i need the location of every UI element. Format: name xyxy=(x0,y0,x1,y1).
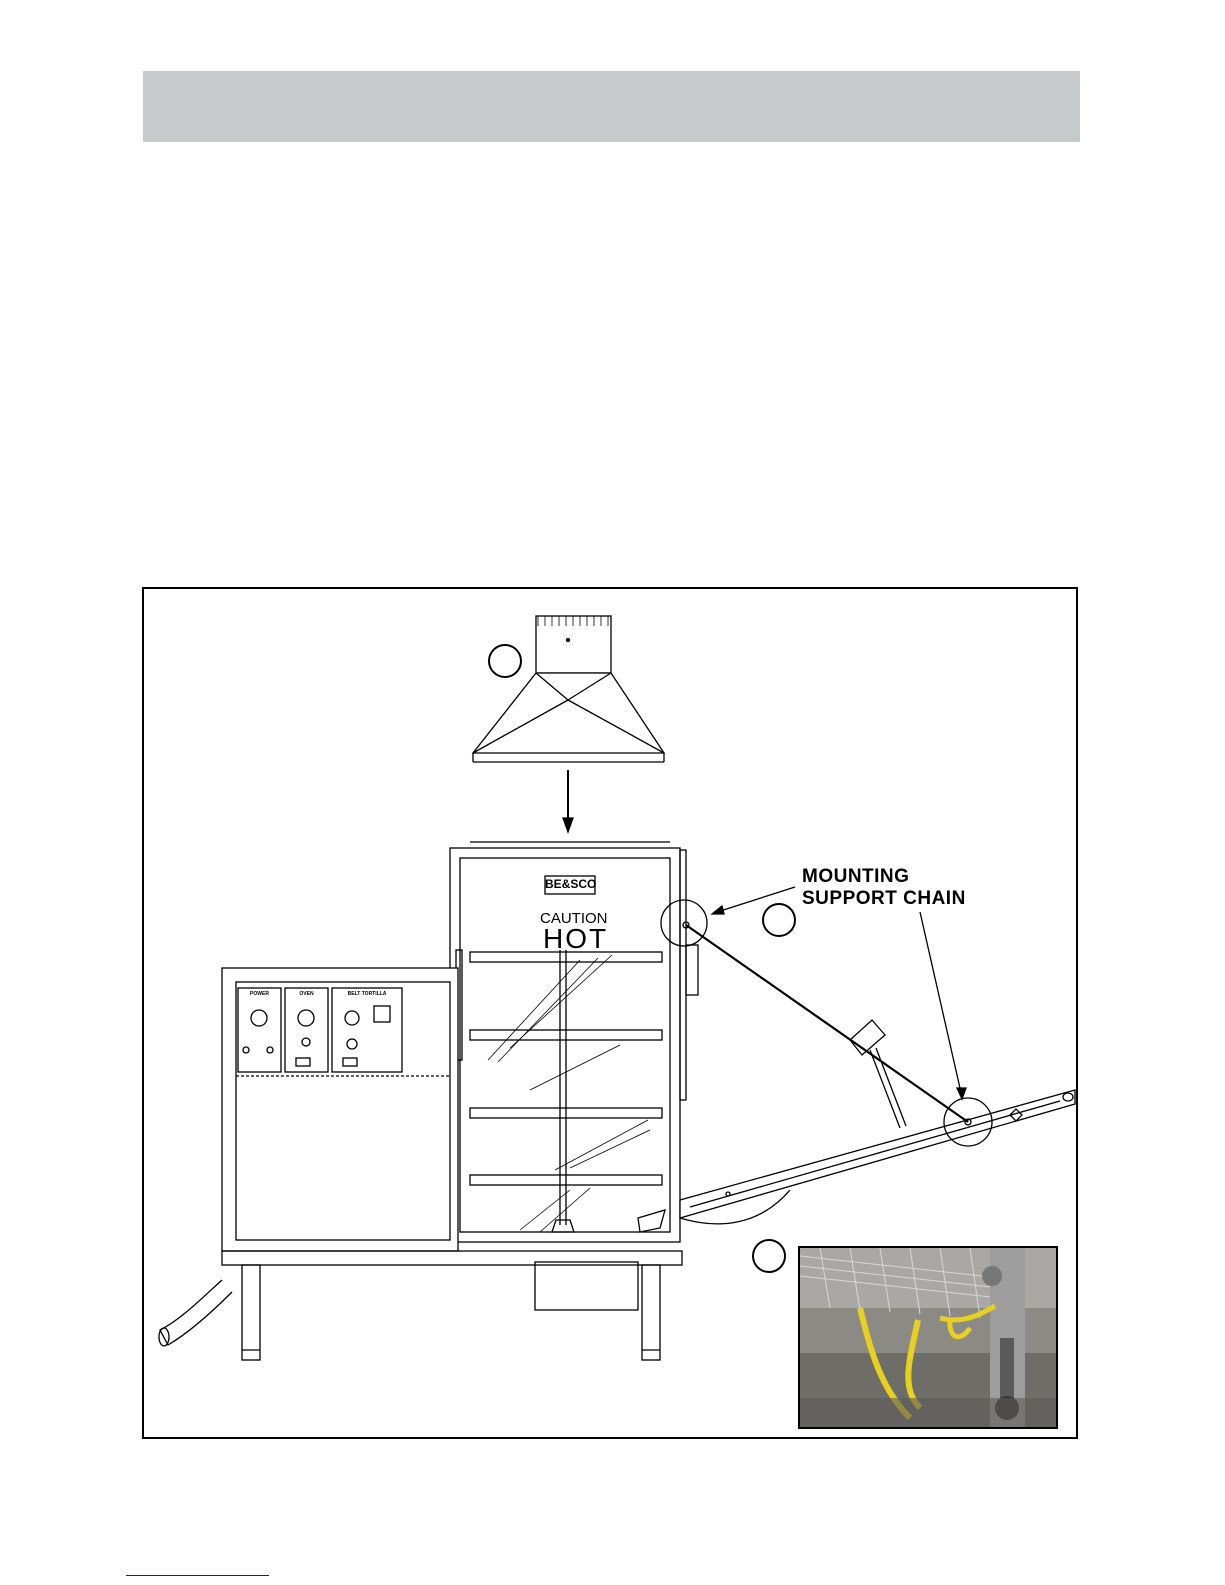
panel-power-title: POWER xyxy=(250,991,269,997)
hood-stack xyxy=(536,616,611,673)
inset-photo-illustration xyxy=(800,1248,1056,1427)
inset-photo xyxy=(798,1246,1058,1429)
brand-logo: BE&SCO xyxy=(545,877,597,891)
callout-circle-hood xyxy=(488,644,522,678)
oven-cabinet xyxy=(450,848,680,1242)
hot-label: HOT xyxy=(543,923,609,954)
footer-link-underline[interactable] xyxy=(126,1575,269,1576)
hood-body xyxy=(473,673,664,753)
caution-label: CAUTION xyxy=(540,910,608,927)
support-chain xyxy=(686,925,968,1122)
callout-circle-chain xyxy=(762,903,796,937)
mounting-support-chain-label: MOUNTING SUPPORT CHAIN xyxy=(802,866,966,909)
panel-oven-title: OVEN xyxy=(299,991,314,997)
callout-circle-photo xyxy=(752,1239,786,1273)
panel-belt-title: BELT TORTILLA xyxy=(347,991,387,997)
